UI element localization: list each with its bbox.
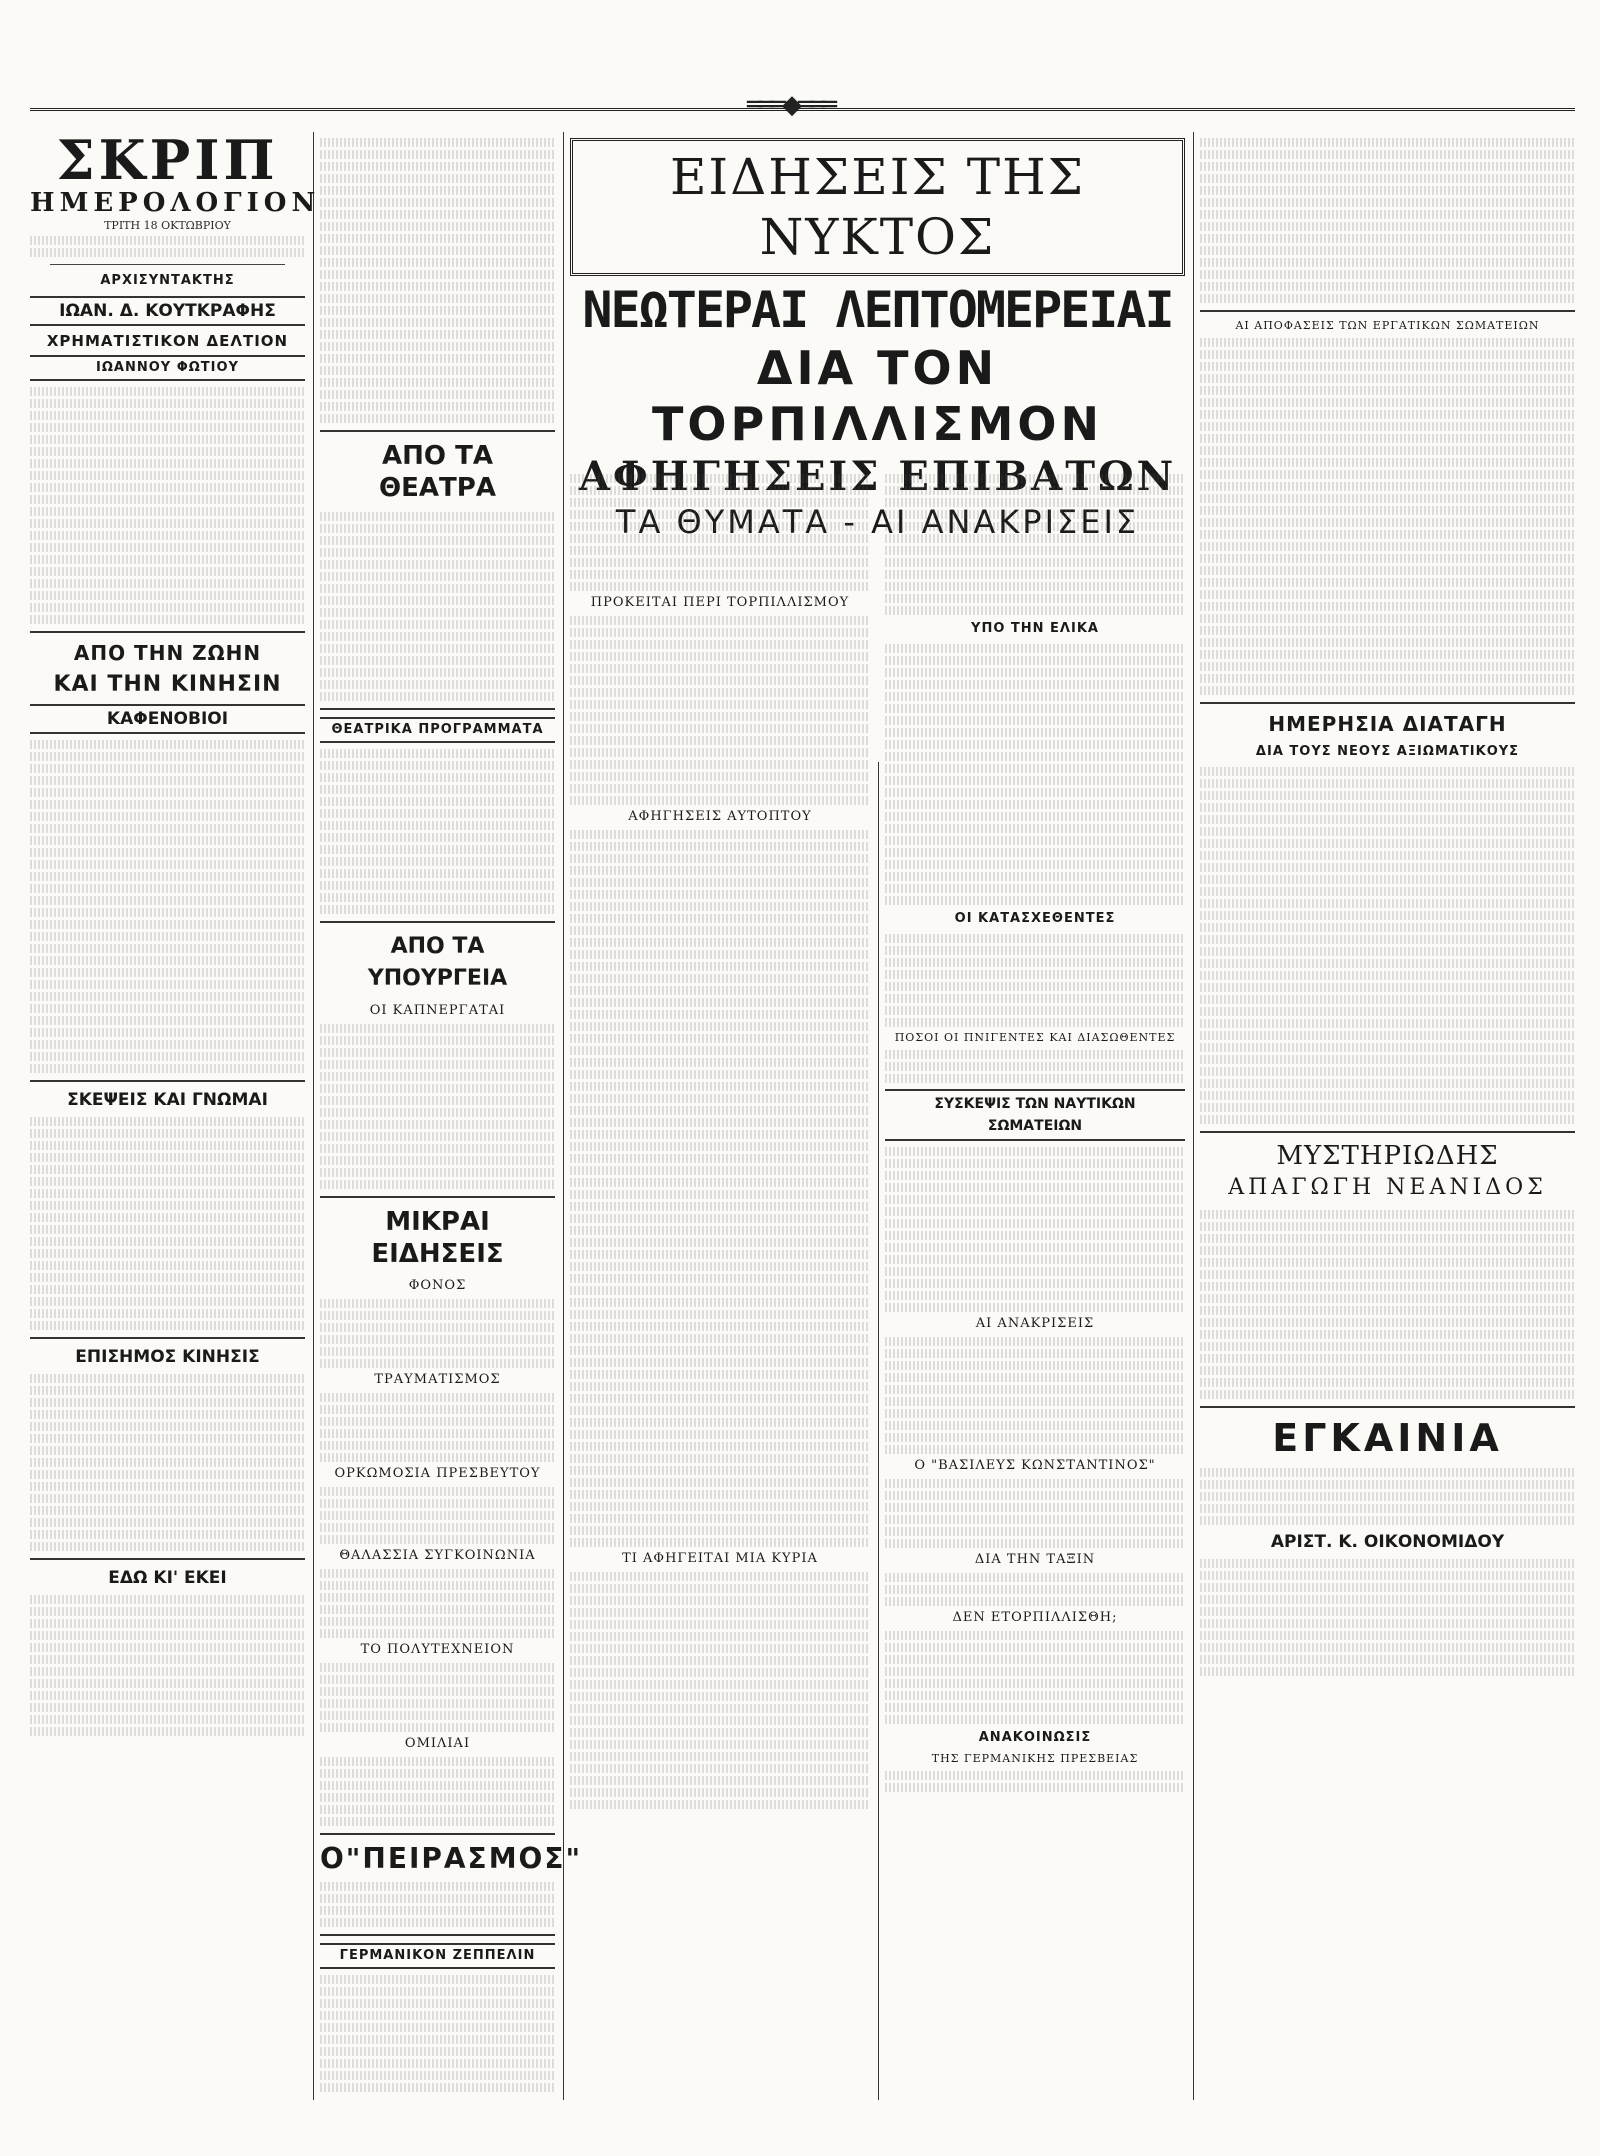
katasxesai-heading: ΟΙ ΚΑΤΑΣΧΕΘΕΝΤΕΣ [954,911,1116,926]
tis-presveias-heading: ΤΗΣ ΓΕΡΜΑΝΙΚΗΣ ΠΡΕΣΒΕΙΑΣ [931,1752,1139,1765]
kapnergatai-heading: ΟΙ ΚΑΠΝΕΡΓΑΤΑΙ [369,1003,506,1018]
den-etorpillisthi-heading: ΔΕΝ ΕΤΟΡΠΙΛΛΙΣΘΗ; [952,1610,1118,1625]
mikrai-heading: ΜΙΚΡΑΙ ΕΙΔΗΣΕΙΣ [371,1207,504,1269]
column-4 [885,468,1185,2100]
imerologion-title: ΗΜΕΡΟΛΟΓΙΟΝ [30,188,321,218]
peirasmos-heading: Ο"ΠΕΙΡΑΣΜΟΣ" [320,1842,583,1875]
thymata-headline: ΤΑ ΘΥΜΑΤΑ - ΑΙ ΑΝΑΚΡΙΣΕΙΣ [615,503,1140,541]
apagogi-heading: ΑΠΑΓΩΓΗ ΝΕΑΝΙΔΟΣ [1228,1175,1547,1200]
posoi-heading: ΠΟΣΟΙ ΟΙ ΠΝΙΓΕΝΤΕΣ ΚΑΙ ΔΙΑΣΩΘΕΝΤΕΣ [894,1031,1176,1044]
mystiriodis-heading: ΜΥΣΤΗΡΙΩΔΗΣ [1276,1141,1499,1171]
date-line: ΤΡΙΤΗ 18 ΟΚΤΩΒΡΙΟΥ [104,219,231,232]
thalassia-heading: ΘΑΛΑΣΣΙΑ ΣΥΓΚΟΙΝΩΝΙΑ [339,1548,536,1563]
fonos-heading: ΦΟΝΟΣ [408,1278,467,1293]
vasileys-heading: Ο "ΒΑΣΙΛΕΥΣ ΚΩΝΣΤΑΝΤΙΝΟΣ" [914,1458,1156,1473]
bulletin-title: ΧΡΗΜΑΤΙΣΤΙΚΟΝ ΔΕΛΤΙΟΝ [46,332,289,350]
top-rule [30,108,1575,111]
column-rule [313,132,314,2100]
imerisia-heading: ΗΜΕΡΗΣΙΑ ΔΙΑΤΑΓΗ [1268,712,1507,736]
kai-kinisin-heading: ΚΑΙ ΤΗΝ ΚΙΝΗΣΙΝ [53,672,282,697]
theatrika-heading: ΘΕΑΤΡΙΚΑ ΠΡΟΓΡΑΜΜΑΤΑ [320,717,555,743]
edo-ekei-heading: ΕΔΩ ΚΙ' ΕΚΕΙ [108,1568,227,1588]
newspaper-page [30,20,1575,2140]
traymatismos-heading: ΤΡΑΥΜΑΤΙΣΜΟΣ [374,1372,501,1387]
afigiseis-headline: ΑΦΗΓΗΣΕΙΣ ΕΠΙΒΑΤΩΝ [578,453,1177,500]
apo-zoin-heading: ΑΠΟ ΤΗΝ ΖΩΗΝ [73,641,262,665]
editor-title: ΑΡΧΙΣΥΝΤΑΚΤΗΣ [100,273,235,288]
column-1 [30,128,321,2100]
torpillismon-headline: ΔΙΑ ΤΟΝ ΤΟΡΠΙΛΛΙΣΜΟΝ [652,341,1103,451]
neoterai-headline: ΝΕΩΤΕΡΑΙ ΛΕΠΤΟΜΕΡΕΙΑΙ [582,281,1173,339]
prokeitai-heading: ΠΡΟΚΕΙΤΑΙ ΠΕΡΙ ΤΟΡΠΙΛΛΙΣΜΟΥ [590,595,850,610]
bulletin-author: ΙΩΑΝΝΟΥ ΦΩΤΙΟΥ [30,355,305,381]
column-2 [320,132,583,2100]
column-rule [563,132,564,2100]
zeppelin-heading: ΓΕΡΜΑΝΙΚΟΝ ΖΕΠΠΕΛΙΝ [320,1943,555,1969]
polytexneion-heading: ΤΟ ΠΟΛΥΤΕΧΝΕΙΟΝ [360,1642,515,1657]
apo-ypourgeia-heading: ΑΠΟ ΤΑ ΥΠΟΥΡΓΕΙΑ [367,934,508,991]
orkomosia-heading: ΟΡΚΩΜΟΣΙΑ ΠΡΕΣΒΕΥΤΟΥ [334,1466,541,1481]
skepseis-heading: ΣΚΕΨΕΙΣ ΚΑΙ ΓΝΩΜΑΙ [67,1090,268,1110]
apo-theatra-heading: ΑΠΟ ΤΑ ΘΕΑΤΡΑ [379,441,496,503]
column-rule [1193,132,1194,2100]
anakoinosis-heading: ΑΝΑΚΟΙΝΩΣΙΣ [978,1730,1092,1745]
column-5 [1200,132,1575,2100]
column-3 [570,468,870,2100]
syskepsis-heading: ΣΥΣΚΕΨΙΣ ΤΩΝ ΝΑΥΤΙΚΩΝ ΣΩΜΑΤΕΙΩΝ [885,1089,1185,1141]
masthead-ornament: ═══◆═══ [747,90,833,120]
dia-tous-neous-heading: ΔΙΑ ΤΟΥΣ ΝΕΟΥΣ ΑΞΙΩΜΑΤΙΚΟΥΣ [1255,744,1520,759]
epishmoi-heading: ΕΠΙΣΗΜΟΣ ΚΙΝΗΣΙΣ [75,1347,260,1367]
egkainia-heading: ΕΓΚΑΙΝΙΑ [1272,1416,1503,1460]
ypo-tin-elika-heading: ΥΠΟ ΤΗΝ ΕΛΙΚΑ [971,621,1099,636]
omiliai-heading: ΟΜΙΛΙΑΙ [404,1736,471,1751]
anakriseis-heading: ΑΙ ΑΝΑΚΡΙΣΕΙΣ [975,1316,1095,1331]
ti-afigeitai-heading: ΤΙ ΑΦΗΓΕΙΤΑΙ ΜΙΑ ΚΥΡΙΑ [622,1551,818,1566]
kafenovioi-heading: ΚΑΦΕΝΟΒΙΟΙ [30,704,305,734]
column-rule [878,762,879,2100]
apofaseis-heading: ΑΙ ΑΠΟΦΑΣΕΙΣ ΤΩΝ ΕΡΓΑΤΙΚΩΝ ΣΩΜΑΤΕΙΩΝ [1235,319,1540,332]
dia-tin-taxin-heading: ΔΙΑ ΤΗΝ ΤΑΞΙΝ [974,1552,1096,1567]
editor-name: ΙΩΑΝ. Δ. ΚΟΥΤΚΡΑΦΗΣ [30,296,305,326]
skrip-title: ΣΚΡΙΠ [56,128,279,192]
arist-heading: ΑΡΙΣΤ. Κ. ΟΙΚΟΝΟΜΙΔΟΥ [1270,1532,1505,1552]
nyktos-banner: ΕΙΔΗΣΕΙΣ ΤΗΣ ΝΥΚΤΟΣ [570,138,1185,276]
afigiseis-aytoptou-heading: ΑΦΗΓΗΣΕΙΣ ΑΥΤΟΠΤΟΥ [628,809,812,824]
